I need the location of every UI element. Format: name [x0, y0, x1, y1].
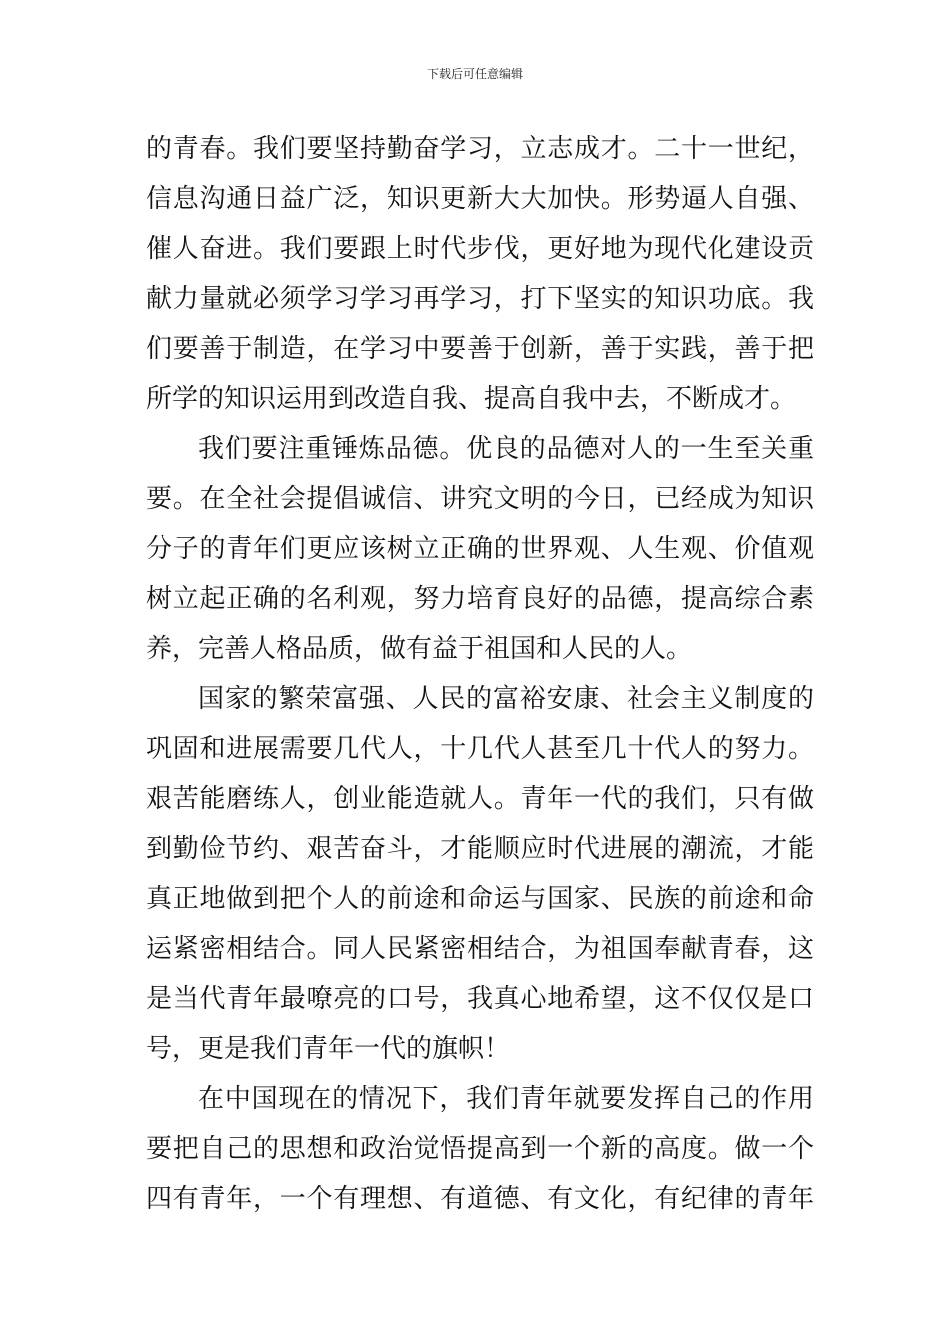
document-body [146, 124, 814, 1224]
text-line: 的青春。我们要坚持勤奋学习，立志成才。二十一世纪， [146, 134, 814, 164]
text-line: 巩固和进展需要几代人，十几代人甚至几十代人的努力。 [146, 734, 814, 764]
text-line: 到勤俭节约、艰苦奋斗，才能顺应时代进展的潮流，才能 [146, 834, 814, 864]
text-line: 树立起正确的名利观，努力培育良好的品德，提高综合素 [146, 584, 814, 614]
text-line: 真正地做到把个人的前途和命运与国家、民族的前途和命 [146, 884, 814, 914]
text-line: 要把自己的思想和政治觉悟提高到一个新的高度。做一个 [146, 1134, 814, 1164]
text-line: 在中国现在的情况下，我们青年就要发挥自己的作用 [198, 1084, 814, 1114]
text-line: 分子的青年们更应该树立正确的世界观、人生观、价值观 [146, 534, 814, 564]
page-header: 下载后可任意编辑 [426, 67, 523, 81]
text-line: 是当代青年最嘹亮的口号，我真心地希望，这不仅仅是口 [146, 984, 814, 1014]
text-line: 艰苦能磨练人，创业能造就人。青年一代的我们，只有做 [146, 784, 814, 814]
text-line: 养，完善人格品质，做有益于祖国和人民的人。 [146, 634, 693, 664]
text-line: 要。在全社会提倡诚信、讲究文明的今日，已经成为知识 [146, 484, 814, 514]
text-line: 催人奋进。我们要跟上时代步伐，更好地为现代化建设贡 [146, 234, 814, 264]
text-line: 运紧密相结合。同人民紧密相结合，为祖国奉献青春，这 [146, 934, 814, 964]
text-line: 号，更是我们青年一代的旗帜！ [146, 1034, 511, 1064]
text-line: 献力量就必须学习学习再学习，打下坚实的知识功底。我 [146, 284, 814, 314]
text-line: 国家的繁荣富强、人民的富裕安康、社会主义制度的 [198, 684, 814, 714]
text-line: 四有青年，一个有理想、有道德、有文化，有纪律的青年 [146, 1184, 814, 1214]
text-line: 信息沟通日益广泛，知识更新大大加快。形势逼人自强、 [146, 184, 814, 214]
text-line: 所学的知识运用到改造自我、提高自我中去，不断成才。 [146, 384, 797, 414]
text-line: 们要善于制造，在学习中要善于创新，善于实践，善于把 [146, 334, 814, 364]
text-line: 我们要注重锤炼品德。优良的品德对人的一生至关重 [198, 434, 814, 464]
